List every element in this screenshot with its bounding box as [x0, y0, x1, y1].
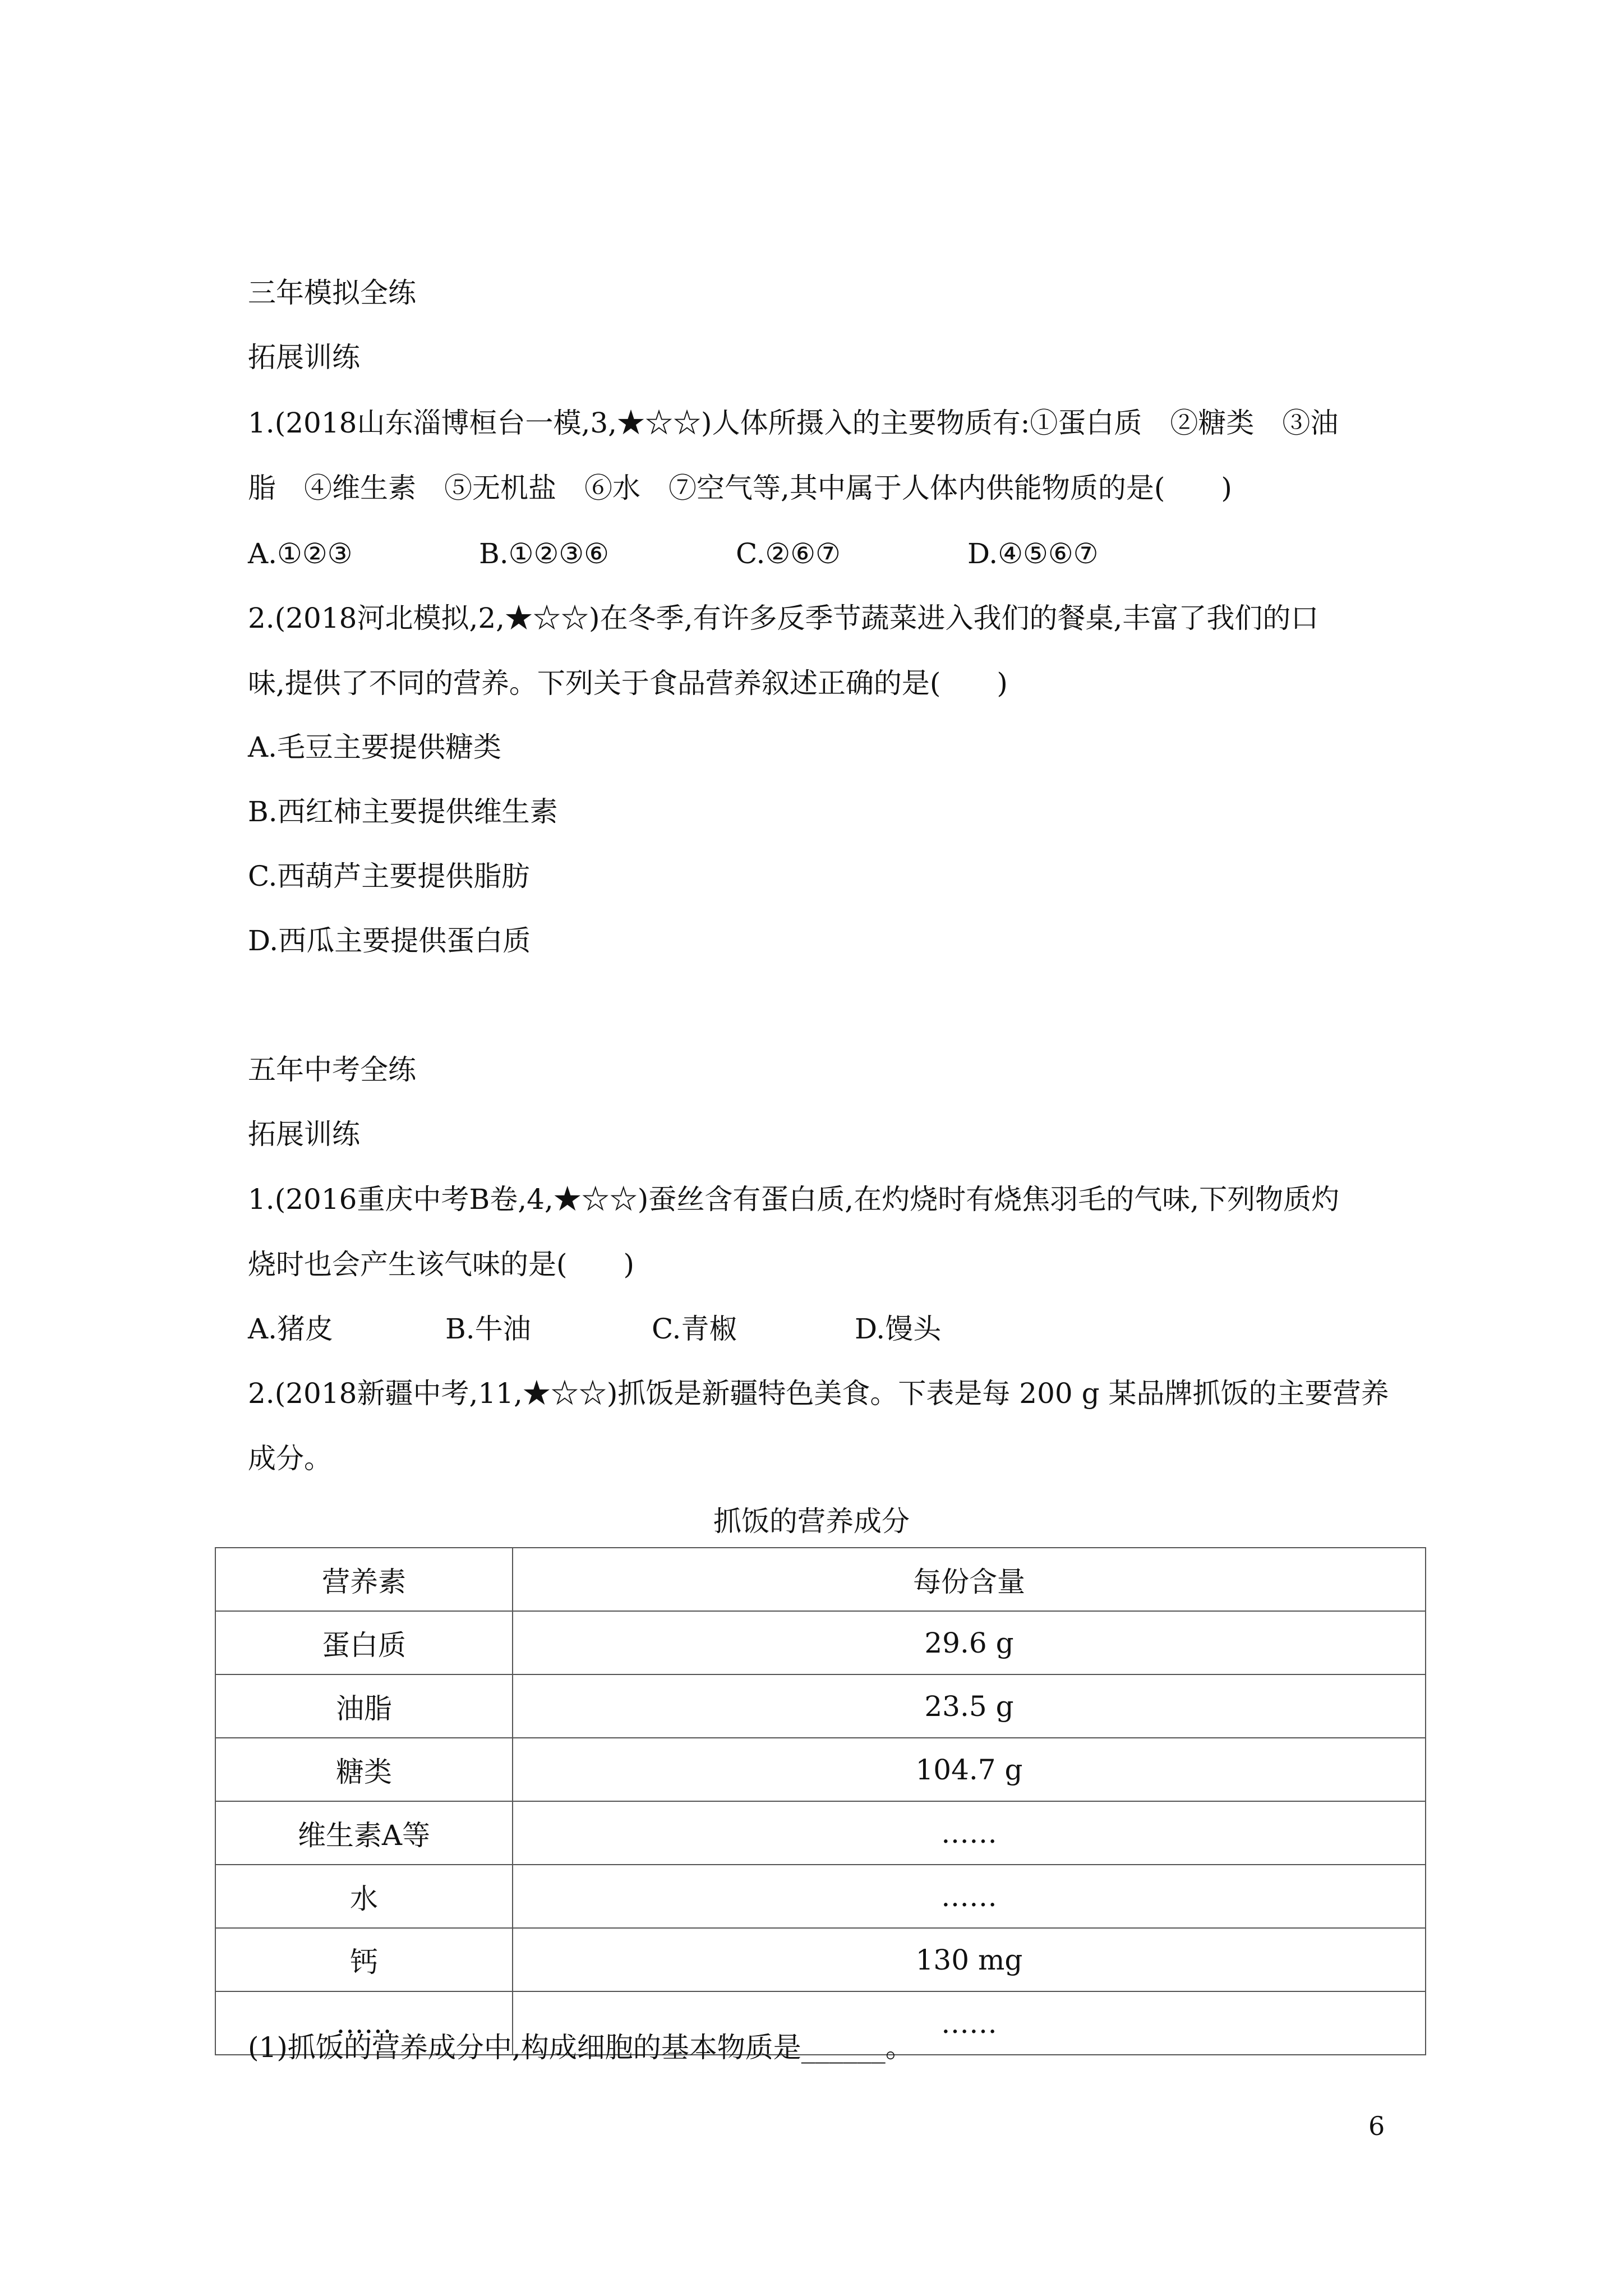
table-row	[215, 1738, 1426, 1801]
question-2-option-b: B.西红柿主要提供维生素	[248, 795, 558, 828]
table-cell-nutrient: 钙	[215, 1928, 513, 1991]
table-row	[215, 1801, 1426, 1865]
nutrition-table	[215, 1547, 1426, 2055]
section-subheading: 拓展训练	[248, 341, 360, 374]
table-row	[215, 1928, 1426, 1991]
question-2-option-c: C.西葫芦主要提供脂肪	[248, 860, 530, 892]
question-1-line-1: 1.(2018山东淄博桓台一模,3,★☆☆)人体所摄入的主要物质有:①蛋白质 ②糖类 ③油	[248, 407, 1339, 439]
table-header-row	[215, 1548, 1426, 1611]
table-row	[215, 1865, 1426, 1928]
question-1-line-1: 1.(2016重庆中考B卷,4,★☆☆)蚕丝含有蛋白质,在灼烧时有烧焦羽毛的气味,下列物质灼	[248, 1183, 1340, 1216]
option-b: B.牛油	[445, 1313, 531, 1345]
table-cell-nutrient: ……	[215, 1991, 513, 2055]
option-b: B.①②③⑥	[479, 537, 609, 570]
table-cell-amount: 29.6 g	[513, 1611, 1426, 1674]
question-2-subquestion-1: (1)抓饭的营养成分中,构成细胞的基本物质是______。	[248, 2031, 914, 2064]
option-a: A.猪皮	[248, 1313, 334, 1345]
table-cell-nutrient: 油脂	[215, 1674, 513, 1738]
question-2-option-a: A.毛豆主要提供糖类	[248, 731, 502, 763]
option-c: C.青椒	[652, 1313, 737, 1345]
section-subheading: 拓展训练	[248, 1118, 360, 1151]
table-cell-amount: 130 mg	[513, 1928, 1426, 1991]
question-2-line-2: 味,提供了不同的营养。下列关于食品营养叙述正确的是( )	[248, 667, 1008, 700]
table-cell-amount: 104.7 g	[513, 1738, 1426, 1801]
option-c: C.②⑥⑦	[736, 537, 841, 570]
option-d: D.馒头	[855, 1313, 942, 1345]
question-2-line-2: 成分。	[248, 1442, 332, 1475]
option-a: A.①②③	[248, 537, 353, 570]
question-2-option-d: D.西瓜主要提供蛋白质	[248, 924, 531, 957]
table-cell-amount: 23.5 g	[513, 1674, 1426, 1738]
table-cell-amount: ……	[513, 1801, 1426, 1865]
question-2-line-1: 2.(2018新疆中考,11,★☆☆)抓饭是新疆特色美食。下表是每 200 g 某品牌抓饭的主要营养	[248, 1377, 1389, 1410]
section-heading-five-year: 五年中考全练	[248, 1053, 416, 1086]
table-header-cell: 每份含量	[513, 1548, 1426, 1611]
table-row	[215, 1611, 1426, 1674]
table-cell-nutrient: 维生素A等	[215, 1801, 513, 1865]
table-caption: 抓饭的营养成分	[713, 1505, 910, 1538]
table-cell-nutrient: 水	[215, 1865, 513, 1928]
question-2-line-1: 2.(2018河北模拟,2,★☆☆)在冬季,有许多反季节蔬菜进入我们的餐桌,丰富了我们的口	[248, 602, 1319, 634]
option-d: D.④⑤⑥⑦	[967, 537, 1099, 570]
section-heading-three-year: 三年模拟全练	[248, 277, 416, 309]
table-cell-amount: ……	[513, 1991, 1426, 2055]
table-cell-nutrient: 糖类	[215, 1738, 513, 1801]
table-cell-amount: ……	[513, 1865, 1426, 1928]
table-row	[215, 1674, 1426, 1738]
page-number: 6	[1368, 2111, 1385, 2141]
question-1-line-2: 烧时也会产生该气味的是( )	[248, 1248, 635, 1281]
table-cell-nutrient: 蛋白质	[215, 1611, 513, 1674]
question-1-line-2: 脂 ④维生素 ⑤无机盐 ⑥水 ⑦空气等,其中属于人体内供能物质的是( )	[248, 472, 1232, 504]
table-header-cell: 营养素	[215, 1548, 513, 1611]
